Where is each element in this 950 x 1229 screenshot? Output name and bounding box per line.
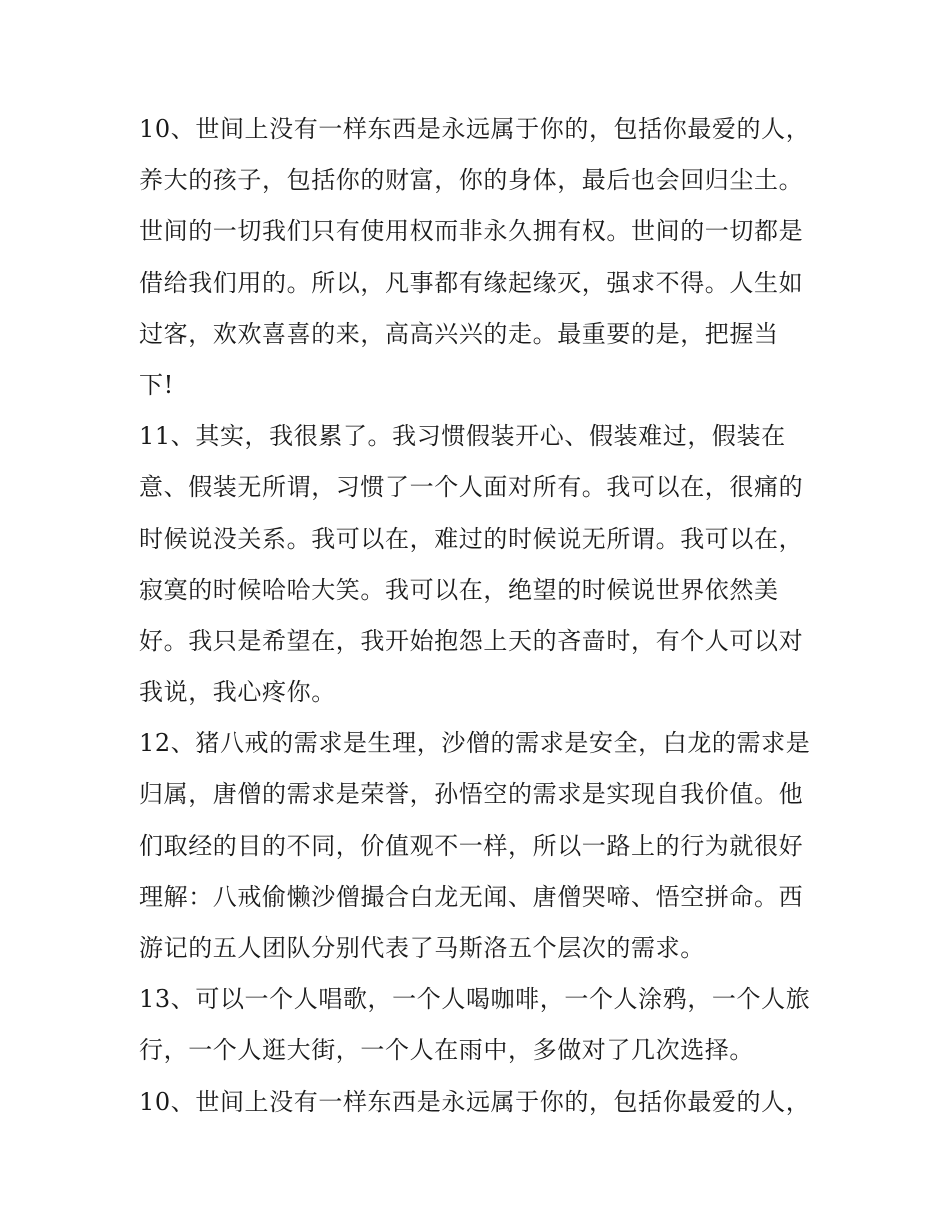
text-line: 11、其实，我很累了。我习惯假装开心、假装难过，假装在	[139, 422, 786, 451]
text-line: 寂寞的时候哈哈大笑。我可以在，绝望的时候说世界依然美	[139, 575, 779, 604]
text-line: 好。我只是希望在，我开始抱怨上天的吝啬时，有个人可以对	[139, 626, 804, 655]
text-line: 游记的五人团队分别代表了马斯洛五个层次的需求。	[139, 934, 705, 962]
text-line: 13、可以一个人唱歌，一个人喝咖啡，一个人涂鸦，一个人旅	[139, 985, 811, 1014]
text-line: 10、世间上没有一样东西是永远属于你的，包括你最爱的人，	[139, 1087, 811, 1116]
text-line: 10、世间上没有一样东西是永远属于你的，包括你最爱的人，	[139, 115, 811, 143]
text-line: 世间的一切我们只有使用权而非永久拥有权。世间的一切都是	[139, 217, 804, 246]
text-line: 行，一个人逛大街，一个人在雨中，多做对了几次选择。	[139, 1036, 754, 1065]
document-body	[139, 104, 815, 1128]
text-line: 归属，唐僧的需求是荣誉，孙悟空的需求是实现自我价值。他	[139, 780, 804, 809]
text-line: 们取经的目的不同，价值观不一样，所以一路上的行为就很好	[139, 831, 804, 860]
text-line: 下!	[139, 370, 174, 399]
text-line: 我说，我心疼你。	[139, 678, 336, 707]
text-line: 理解：八戒偷懒沙僧撮合白龙无闻、唐僧哭啼、悟空拼命。西	[139, 882, 804, 911]
text-line: 过客，欢欢喜喜的来，高高兴兴的走。最重要的是，把握当	[139, 319, 779, 348]
text-line: 12、猪八戒的需求是生理，沙僧的需求是安全，白龙的需求是	[139, 729, 811, 758]
text-line: 意、假装无所谓，习惯了一个人面对所有。我可以在，很痛的	[139, 473, 804, 502]
text-line: 养大的孩子，包括你的财富，你的身体，最后也会回归尘土。	[139, 166, 804, 195]
text-line: 借给我们用的。所以，凡事都有缘起缘灭，强求不得。人生如	[139, 268, 804, 297]
text-line: 时候说没关系。我可以在，难过的时候说无所谓。我可以在，	[139, 524, 804, 553]
